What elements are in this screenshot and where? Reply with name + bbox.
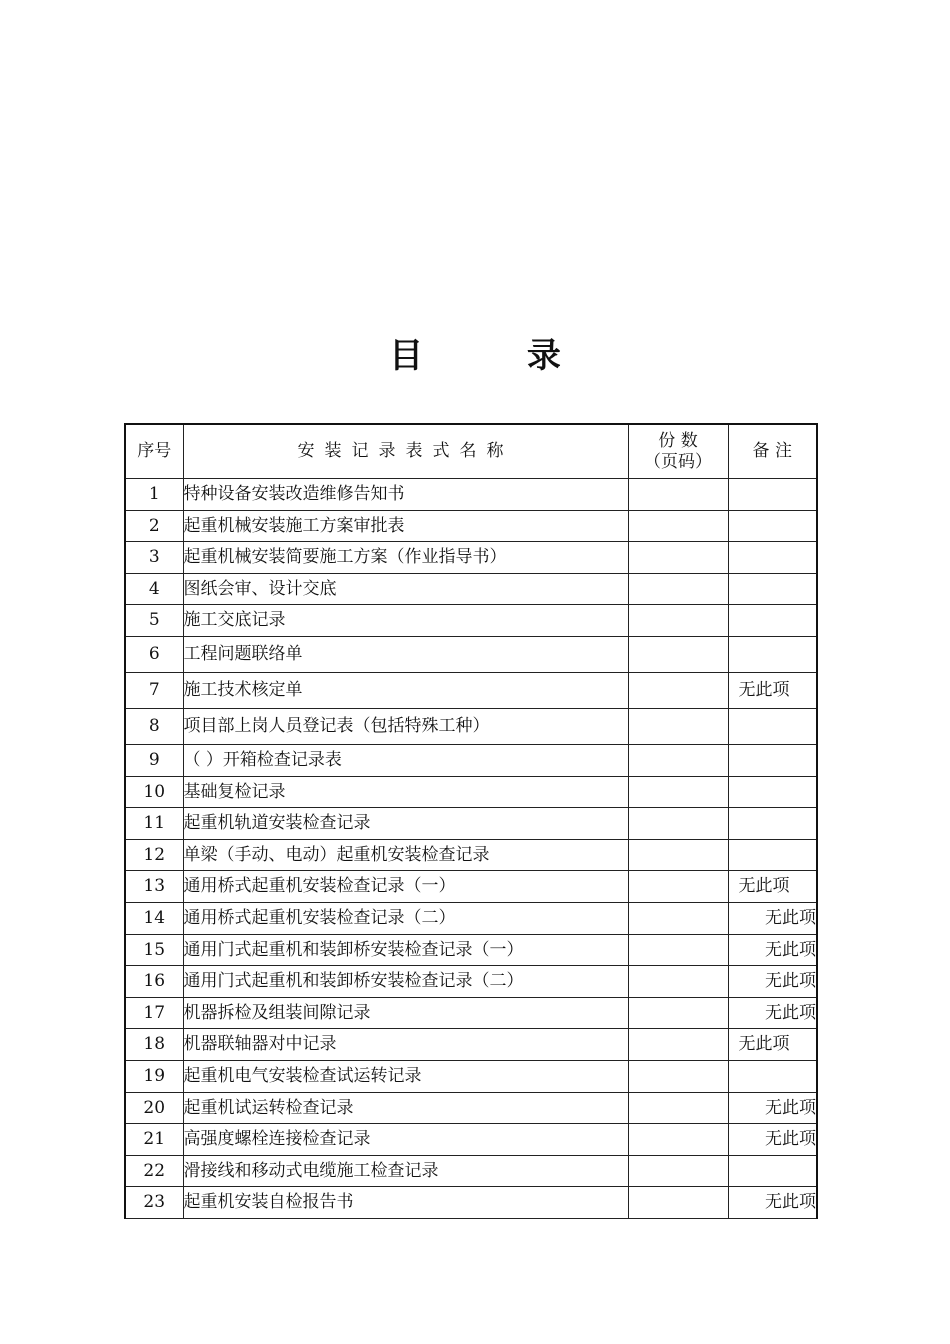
table-row [125, 672, 817, 708]
row-pages [628, 1187, 728, 1219]
row-note [728, 776, 817, 808]
table-row [125, 708, 817, 744]
row-record-name: 基础复检记录 [183, 776, 628, 808]
row-index: 1 [125, 479, 183, 511]
row-record-name: （ ）开箱检查记录表 [183, 744, 628, 776]
row-note [728, 808, 817, 840]
row-index: 23 [125, 1187, 183, 1219]
table-row [125, 776, 817, 808]
row-index: 4 [125, 573, 183, 605]
row-index: 8 [125, 708, 183, 744]
row-note: 无此项 [728, 871, 817, 903]
row-note: 无此项 [728, 1187, 817, 1219]
row-pages [628, 1155, 728, 1187]
row-index: 20 [125, 1092, 183, 1124]
table-row [125, 605, 817, 637]
row-record-name: 起重机轨道安装检查记录 [183, 808, 628, 840]
row-pages [628, 605, 728, 637]
table-row [125, 744, 817, 776]
table-row [125, 510, 817, 542]
row-pages [628, 708, 728, 744]
table-row [125, 808, 817, 840]
row-note: 无此项 [728, 934, 817, 966]
row-record-name: 通用门式起重机和装卸桥安装检查记录（一） [183, 934, 628, 966]
row-note: 无此项 [728, 902, 817, 934]
row-index: 22 [125, 1155, 183, 1187]
row-note [728, 510, 817, 542]
row-index: 14 [125, 902, 183, 934]
table-row [125, 573, 817, 605]
row-record-name: 机器拆检及组装间隙记录 [183, 997, 628, 1029]
row-index: 7 [125, 672, 183, 708]
row-note [728, 839, 817, 871]
page-title: 目 录 [389, 336, 607, 376]
table-row [125, 636, 817, 672]
row-pages [628, 934, 728, 966]
row-record-name: 起重机械安装简要施工方案（作业指导书） [183, 542, 628, 574]
row-record-name: 通用桥式起重机安装检查记录（二） [183, 902, 628, 934]
table-row [125, 997, 817, 1029]
row-pages [628, 839, 728, 871]
row-record-name: 工程问题联络单 [183, 636, 628, 672]
header-pages [628, 424, 728, 479]
row-note [728, 1155, 817, 1187]
row-note: 无此项 [728, 1124, 817, 1156]
row-record-name: 高强度螺栓连接检查记录 [183, 1124, 628, 1156]
row-note: 无此项 [728, 1092, 817, 1124]
row-note [728, 1060, 817, 1092]
table-row [125, 871, 817, 903]
table-row [125, 479, 817, 511]
table-row [125, 1155, 817, 1187]
row-pages [628, 744, 728, 776]
row-note: 无此项 [728, 1029, 817, 1061]
row-note: 无此项 [728, 966, 817, 998]
row-note [728, 479, 817, 511]
row-index: 5 [125, 605, 183, 637]
row-pages [628, 1124, 728, 1156]
row-record-name: 单梁（手动、电动）起重机安装检查记录 [183, 839, 628, 871]
row-record-name: 机器联轴器对中记录 [183, 1029, 628, 1061]
row-pages [628, 1060, 728, 1092]
contents-table [124, 423, 818, 1219]
header-pages-line2: （页码） [644, 451, 712, 472]
row-pages [628, 902, 728, 934]
row-index: 9 [125, 744, 183, 776]
contents-body [125, 479, 817, 1219]
table-row [125, 1060, 817, 1092]
row-pages [628, 479, 728, 511]
header-note: 备 注 [728, 424, 817, 479]
row-index: 18 [125, 1029, 183, 1061]
row-index: 2 [125, 510, 183, 542]
row-record-name: 通用桥式起重机安装检查记录（一） [183, 871, 628, 903]
row-pages [628, 542, 728, 574]
row-pages [628, 808, 728, 840]
header-name: 安装记录表式名称 [183, 424, 628, 479]
row-index: 3 [125, 542, 183, 574]
row-note [728, 605, 817, 637]
table-row [125, 1092, 817, 1124]
row-index: 10 [125, 776, 183, 808]
row-pages [628, 672, 728, 708]
row-pages [628, 997, 728, 1029]
row-record-name: 起重机械安装施工方案审批表 [183, 510, 628, 542]
table-row [125, 934, 817, 966]
table-row [125, 966, 817, 998]
row-index: 15 [125, 934, 183, 966]
row-pages [628, 510, 728, 542]
table-row [125, 1029, 817, 1061]
row-record-name: 滑接线和移动式电缆施工检查记录 [183, 1155, 628, 1187]
row-index: 19 [125, 1060, 183, 1092]
row-record-name: 起重机电气安装检查试运转记录 [183, 1060, 628, 1092]
row-index: 11 [125, 808, 183, 840]
header-row [125, 424, 817, 479]
row-pages [628, 1092, 728, 1124]
row-index: 12 [125, 839, 183, 871]
row-note [728, 573, 817, 605]
row-record-name: 起重机试运转检查记录 [183, 1092, 628, 1124]
table-row [125, 839, 817, 871]
table-row [125, 1124, 817, 1156]
row-index: 13 [125, 871, 183, 903]
row-note: 无此项 [728, 672, 817, 708]
table-row [125, 542, 817, 574]
row-index: 16 [125, 966, 183, 998]
row-record-name: 施工技术核定单 [183, 672, 628, 708]
table-row [125, 902, 817, 934]
row-record-name: 起重机安装自检报告书 [183, 1187, 628, 1219]
row-pages [628, 966, 728, 998]
row-index: 21 [125, 1124, 183, 1156]
row-index: 17 [125, 997, 183, 1029]
row-index: 6 [125, 636, 183, 672]
row-pages [628, 871, 728, 903]
row-record-name: 通用门式起重机和装卸桥安装检查记录（二） [183, 966, 628, 998]
row-note [728, 542, 817, 574]
header-pages-line1: 份 数 [658, 431, 698, 452]
row-note [728, 744, 817, 776]
row-pages [628, 636, 728, 672]
row-record-name: 图纸会审、设计交底 [183, 573, 628, 605]
row-pages [628, 1029, 728, 1061]
row-record-name: 施工交底记录 [183, 605, 628, 637]
row-pages [628, 776, 728, 808]
row-record-name: 特种设备安装改造维修告知书 [183, 479, 628, 511]
table-row [125, 1187, 817, 1219]
header-index: 序号 [125, 424, 183, 479]
row-note [728, 708, 817, 744]
row-record-name: 项目部上岗人员登记表（包括特殊工种） [183, 708, 628, 744]
row-note: 无此项 [728, 997, 817, 1029]
row-note [728, 636, 817, 672]
row-pages [628, 573, 728, 605]
